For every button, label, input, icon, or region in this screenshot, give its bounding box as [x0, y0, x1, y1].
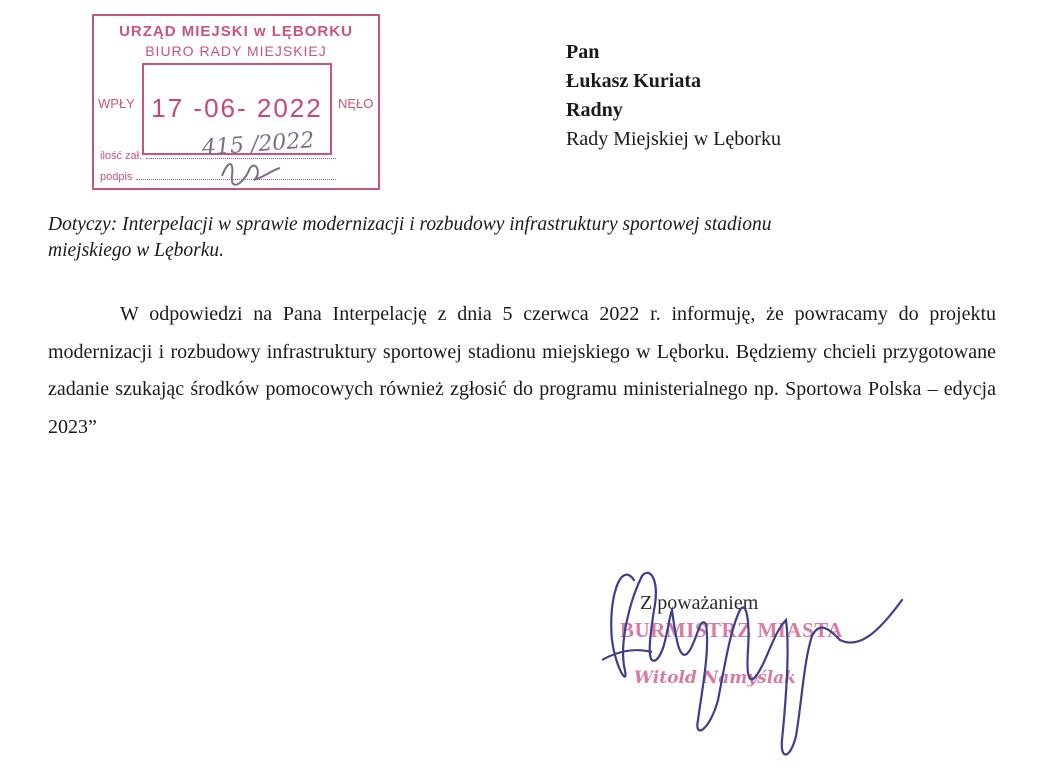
addressee-role: Radny — [566, 99, 623, 121]
stamp-received-left: WPŁY — [98, 96, 135, 111]
stamp-date: 17 -06- 2022 — [151, 93, 323, 123]
registry-stamp — [92, 14, 380, 190]
addressee-salutation: Pan — [566, 41, 600, 63]
addressee-block — [566, 38, 781, 154]
stamp-handwritten-number: 415 /2022 — [201, 128, 316, 161]
mayor-name-stamp: Witold Namyślak — [634, 668, 796, 688]
addressee-council: Rady Miejskiej w Lęborku — [566, 128, 781, 150]
subject-line-1: Dotyczy: Interpelacji w sprawie modernizacji i rozbudowy infrastruktury sportowej stadionu — [48, 214, 772, 235]
stamp-attachments-label: ilość zał. — [100, 150, 143, 162]
subject-line-2: miejskiego w Lęborku. — [48, 240, 225, 261]
body-paragraph: W odpowiedzi na Pana Interpelację z dnia 5 czerwca 2022 r. informuję, że powracamy do projektu modernizacji i rozbudowy infrastruktury sportowej stadionu miejskiego w Lęborku. Będziemy chcieli przygotowane zadanie szukając środków pomocowych również zgłosić do programu ministerialnego np. Sportowa Polska – edycja 2023” — [48, 303, 996, 438]
subject-line — [48, 212, 998, 264]
stamp-signature-label: podpis — [100, 171, 133, 183]
stamp-office: URZĄD MIEJSKI w LĘBORKU — [119, 23, 353, 40]
handwritten-signature — [590, 540, 920, 775]
closing-regards: Z poważaniem — [640, 592, 759, 614]
mayor-title-stamp: BURMISTRZ MIASTA — [620, 618, 843, 642]
addressee-name: Łukasz Kuriata — [566, 70, 702, 92]
stamp-received-right: NĘŁO — [338, 96, 374, 111]
stamp-initials-scribble — [214, 154, 284, 190]
stamp-department: BIURO RADY MIEJSKIEJ — [145, 43, 327, 59]
